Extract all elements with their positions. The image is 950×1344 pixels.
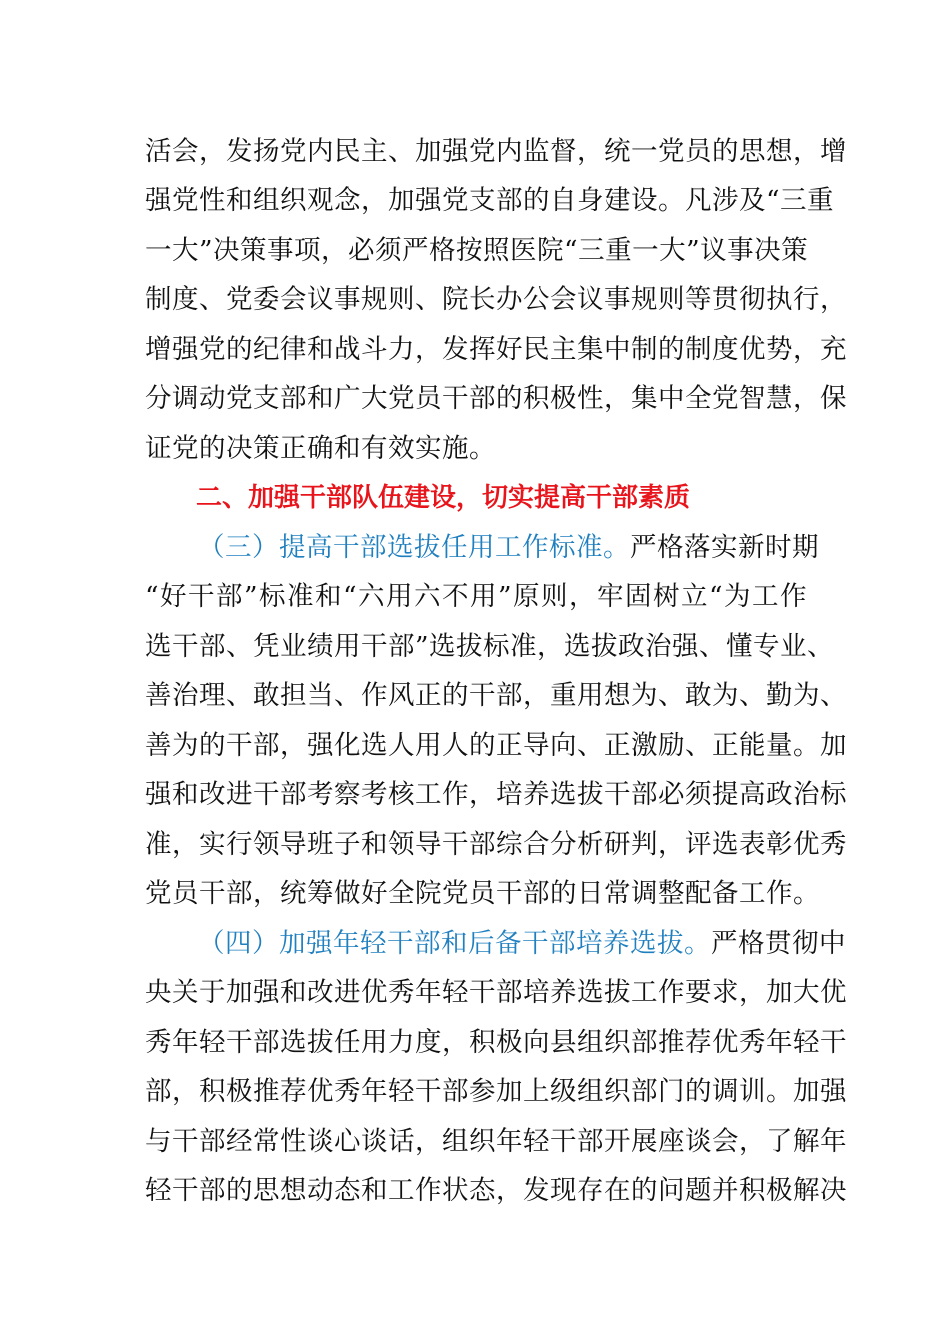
text-line: 党员干部，统筹做好全院党员干部的日常调整配备工作。: [145, 878, 820, 909]
subheading-four: （四）加强年轻干部和后备干部培养选拔。: [198, 928, 711, 959]
text-line: “好干部”标准和“六用六不用”原则，牢固树立“为工作: [145, 581, 807, 612]
text-line: 制度、党委会议事规则、院长办公会议事规则等贯彻执行，: [145, 284, 847, 315]
text-line: 秀年轻干部选拔任用力度，积极向县组织部推荐优秀年轻干: [145, 1027, 847, 1058]
text-line: 准，实行领导班子和领导干部综合分析研判，评选表彰优秀: [145, 829, 847, 860]
text-line: 轻干部的思想动态和工作状态，发现存在的问题并积极解决: [145, 1175, 847, 1206]
text-line: 一大”决策事项，必须严格按照医院“三重一大”议事决策: [145, 235, 809, 266]
text-line: 选干部、凭业绩用干部”选拔标准，选拔政治强、懂专业、: [145, 631, 835, 662]
text-line: 与干部经常性谈心谈话，组织年轻干部开展座谈会，了解年: [145, 1126, 847, 1157]
text-run: 严格落实新时期: [630, 532, 819, 563]
text-line: 分调动党支部和广大党员干部的积极性，集中全党智慧，保: [145, 383, 847, 414]
text-line: 善治理、敢担当、作风正的干部，重用想为、敢为、勤为、: [145, 680, 847, 711]
text-line: 央关于加强和改进优秀年轻干部培养选拔工作要求，加大优: [145, 977, 847, 1008]
text-line-first: [198, 924, 846, 964]
subheading-three: （三）提高干部选拔任用工作标准。: [198, 532, 630, 563]
text-line: 证党的决策正确和有效实施。: [145, 433, 496, 464]
text-line: 善为的干部，强化选人用人的正导向、正激励、正能量。加: [145, 730, 847, 761]
text-run: 严格贯彻中: [711, 928, 846, 959]
text-line: 活会，发扬党内民主、加强党内监督，统一党员的思想，增: [145, 136, 847, 167]
text-line: 强和改进干部考察考核工作，培养选拔干部必须提高政治标: [145, 779, 847, 810]
text-line: 增强党的纪律和战斗力，发挥好民主集中制的制度优势，充: [145, 334, 847, 365]
text-line-first: [198, 528, 819, 568]
text-line: 部，积极推荐优秀年轻干部参加上级组织部门的调训。加强: [145, 1076, 847, 1107]
section-heading: 二、加强干部队伍建设，切实提高干部素质: [196, 483, 691, 513]
text-line: 强党性和组织观念，加强党支部的自身建设。凡涉及“三重: [145, 185, 835, 216]
